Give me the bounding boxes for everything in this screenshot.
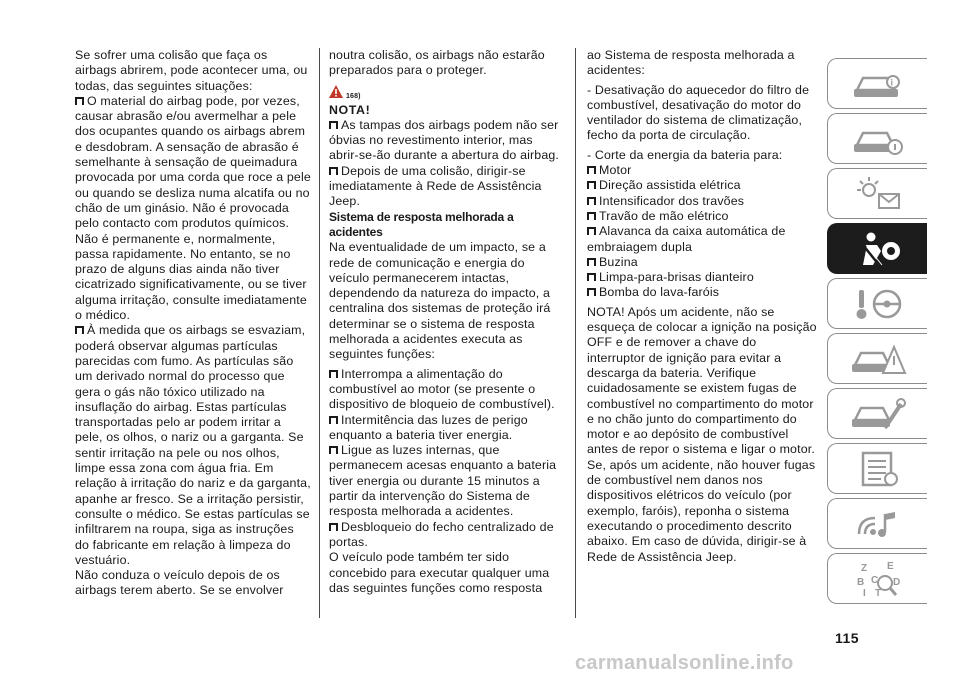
- warning-ref-number: 168): [346, 92, 361, 100]
- tab-safety[interactable]: [827, 223, 927, 274]
- tab-dashboard-lights[interactable]: [827, 168, 927, 219]
- page-number: 115: [835, 630, 860, 646]
- car-overview-icon: [849, 64, 907, 104]
- tab-index[interactable]: [827, 553, 927, 604]
- bullet-square-icon: [587, 181, 596, 189]
- bullet-square-icon: [75, 326, 84, 334]
- index-letter: E: [886, 560, 894, 572]
- section-heading: Sistema de resposta melhorada a acidentes: [329, 209, 514, 239]
- svg-text:i: i: [890, 77, 893, 87]
- paragraph: - Corte da energia da bateria para:: [587, 147, 783, 162]
- text-column-1: [75, 48, 311, 599]
- bullet-item: Travão de mão elétrico: [587, 209, 817, 224]
- emergency-icon: [849, 339, 907, 379]
- text-column-3: [587, 48, 817, 565]
- bullet-item: Direção assistida elétrica: [587, 178, 817, 193]
- paragraph: NOTA! Após um acidente, não se esqueça de colocar a ignição na posição OFF e de remover a chave do interruptor de ignição para evitar a descarga da bateria. Verifique cuidadosamente se existem fugas de combustível no compartimento do motor e no chão junto do compartimento do motor e ao depósito de combustível antes de repor o sistema e ligar o motor. Se, após um acidente, não houver fugas de combustível nem danos nos dispositivos elétricos do veículo (por exemplo, faróis), reponha o sistema executando o procedimento descrito abaixo. Em caso de dúvida, dirigir-se à Rede de Assistência Jeep.: [587, 304, 817, 564]
- tab-starting-driving[interactable]: [827, 278, 927, 329]
- text-column-2: [329, 48, 565, 596]
- bullet-square-icon: [75, 97, 84, 105]
- bullet-item: O material do airbag pode, por vezes, causar abrasão e/ou avermelhar a pele dos ocupantes quando os airbags abrem e desdobram. A sensação de abrasão é semelhante à sensação de queimadura provocada por uma corda que roce a pele ou quando se desliza numa alcatifa ou no chão de um ginásio. Não é provocada pelo contacto com produtos químicos. Não é permanente e, normalmente, passa rapidamente. No entanto, se no prazo de alguns dias ainda não tiver cicatrizado significativamente, ou se tiver alguma irritação, consulte imediatamente o médico.: [75, 93, 311, 323]
- index-letter: T: [874, 587, 881, 599]
- tab-emergency[interactable]: [827, 333, 927, 384]
- tab-technical-data[interactable]: [827, 443, 927, 494]
- watermark: carmanualsonline.info: [575, 652, 794, 674]
- index-letter: I: [862, 587, 866, 599]
- bullet-item: Interrompa a alimentação do combustível ao motor (se presente o dispositivo de bloqueio de combustível).: [329, 366, 555, 412]
- tab-maintenance[interactable]: [827, 388, 927, 439]
- index-letter: Z: [860, 562, 867, 574]
- bullet-square-icon: [329, 416, 338, 424]
- car-info-icon: [849, 119, 907, 159]
- safety-airbag-icon: [849, 229, 907, 269]
- bullet-item: Depois de uma colisão, dirigir-se imediatamente à Rede de Assistência Jeep.: [329, 163, 542, 209]
- bullet-item: Limpa-para-brisas dianteiro: [587, 270, 817, 285]
- bullet-square-icon: [329, 523, 338, 531]
- warning-reference: [329, 85, 565, 103]
- bullet-item: Intensificador dos travões: [587, 194, 817, 209]
- bullet-square-icon: [329, 446, 338, 454]
- bullet-square-icon: [587, 273, 596, 281]
- starting-driving-icon: [849, 284, 907, 324]
- paragraph: noutra colisão, os airbags não estarão preparados para o proteger.: [329, 48, 545, 78]
- bullet-item: As tampas dos airbags podem não ser óbvias no revestimento interior, mas abrir-se-ão durante a abertura do airbag.: [329, 117, 560, 163]
- tab-car-overview[interactable]: [827, 58, 927, 109]
- column-divider: [319, 48, 320, 618]
- bullet-square-icon: [329, 121, 338, 129]
- bullet-square-icon: [587, 197, 596, 205]
- paragraph: Não conduza o veículo depois de os airbags terem aberto. Se se envolver: [75, 568, 284, 598]
- bullet-item: Buzina: [587, 255, 817, 270]
- paragraph: ao Sistema de resposta melhorada a acidentes:: [587, 48, 795, 78]
- bullet-item: Ligue as luzes internas, que permanecem acesas enquanto a bateria tiver energia ou durante 15 minutos a partir da intervenção do Sistema de resposta melhorada a acidentes.: [329, 443, 557, 519]
- bullet-item: Bomba do lava-faróis: [587, 285, 817, 300]
- maintenance-icon: [849, 394, 907, 434]
- bullet-square-icon: [587, 288, 596, 296]
- bullet-square-icon: [587, 166, 596, 174]
- warning-triangle-icon: [329, 85, 343, 98]
- bullet-square-icon: [329, 370, 338, 378]
- chapter-tabs: [827, 58, 927, 608]
- index-letter: B: [856, 576, 864, 588]
- bullet-square-icon: [587, 258, 596, 266]
- bullet-square-icon: [587, 212, 596, 220]
- dashboard-lights-icon: [849, 174, 907, 214]
- tab-car-info[interactable]: [827, 113, 927, 164]
- bullet-item: Intermitência das luzes de perigo enquanto a bateria tiver energia.: [329, 412, 528, 442]
- bullet-square-icon: [587, 227, 596, 235]
- paragraph: Se sofrer uma colisão que faça os airbags abrirem, pode acontecer uma, ou todas, das seguintes situações:: [75, 48, 308, 93]
- technical-data-icon: [849, 449, 907, 489]
- index-icon: [849, 559, 907, 599]
- note-heading: NOTA!: [329, 102, 371, 117]
- bullet-item: Desbloqueio do fecho centralizado de portas.: [329, 519, 554, 549]
- index-letter: D: [892, 576, 900, 588]
- index-letter: C: [870, 574, 878, 586]
- bullet-item: À medida que os airbags se esvaziam, poderá observar algumas partículas parecidas com fumo. As partículas são um derivado normal do processo que gera o gás não tóxico utilizado na insuflação do airbag. Estas partículas transportadas pelo ar podem irritar a pele, os olhos, o nariz ou a garganta. Se sentir irritação na pele ou nos olhos, limpe essa zona com água fria. Em relação à irritação do nariz e da garganta, apanhe ar fresco. Se a irritação persistir, consulte o médico. Se estas partículas se infiltrarem na roupa, siga as instruções do fabricante em relação à limpeza do vestuário.: [75, 323, 311, 567]
- column-divider: [575, 48, 576, 618]
- bullet-square-icon: [329, 167, 338, 175]
- tab-multimedia[interactable]: [827, 498, 927, 549]
- paragraph: - Desativação do aquecedor do filtro de combustível, desativação do motor do ventilador do sistema de climatização, fecho da porta de circulação.: [587, 82, 810, 143]
- bullet-item: Alavanca da caixa automática de embraiagem dupla: [587, 224, 786, 254]
- paragraph: O veículo pode também ter sido concebido para executar qualquer uma das seguintes funções como resposta: [329, 550, 550, 595]
- bullet-item: Motor: [587, 163, 817, 178]
- paragraph: Na eventualidade de um impacto, se a rede de comunicação e energia do veículo permanecerem intactas, dependendo da natureza do impacto, a centralina dos sistemas de proteção irá determinar se o sistema de resposta melhorada a acidentes executa as seguintes funções:: [329, 240, 551, 362]
- multimedia-icon: [849, 504, 907, 544]
